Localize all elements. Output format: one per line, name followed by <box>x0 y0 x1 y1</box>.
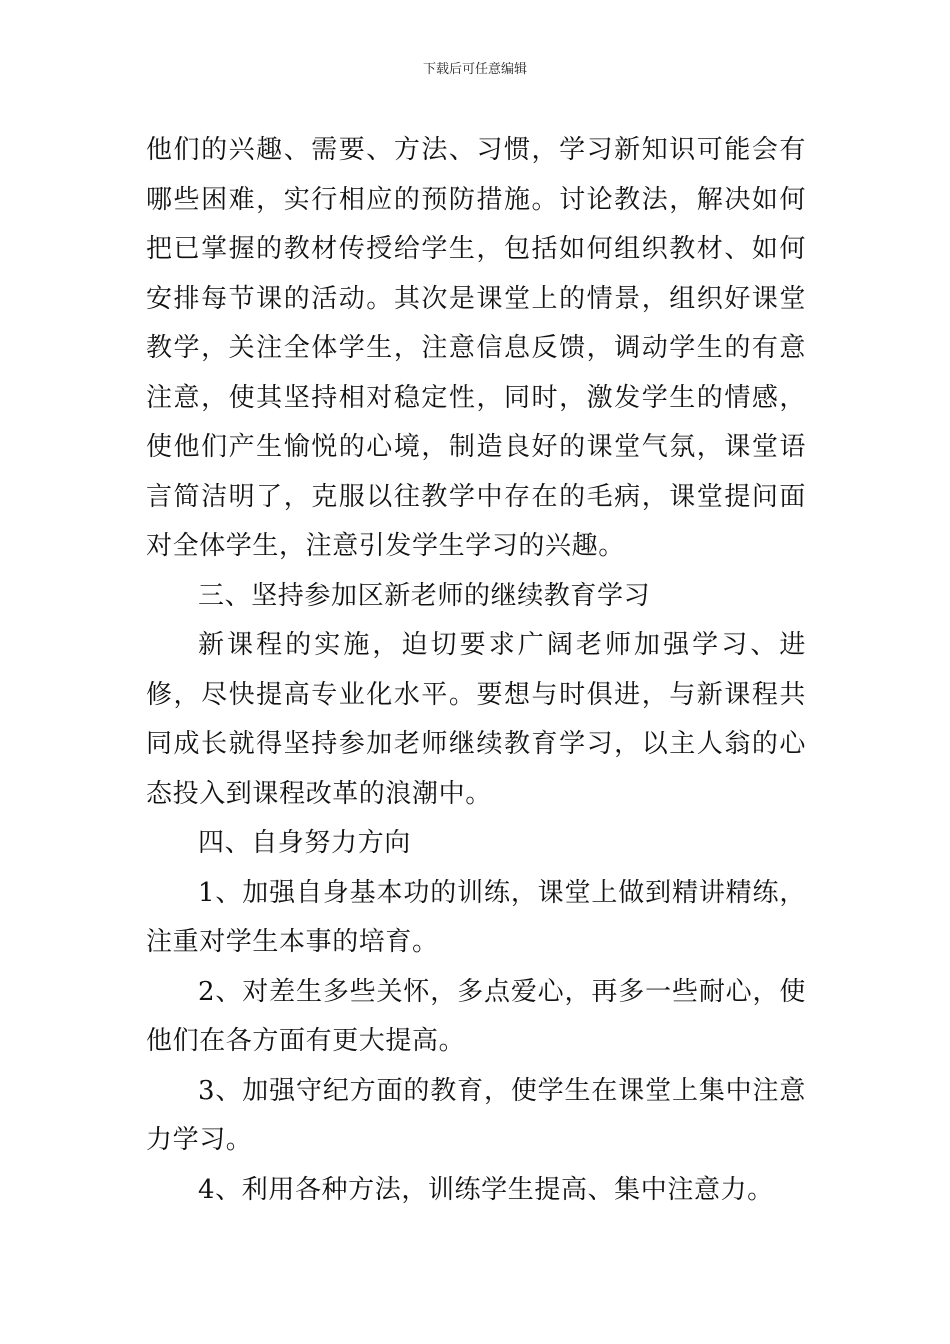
list-item: 1、加强自身基本功的训练，课堂上做到精讲精练，注重对学生本事的培育。 <box>146 877 806 957</box>
section-heading-four: 四、自身努力方向 <box>198 828 411 858</box>
page-header: 下载后可任意编辑 <box>422 62 527 77</box>
paragraph: 新课程的实施，迫切要求广阔老师加强学习、进修，尽快提高专业化水平。要想与时俱进，与新课程共同成长就得坚持参加老师继续教育学习，以主人翁的心态投入到课程改革的浪潮中。 <box>146 630 806 809</box>
document-body <box>146 126 806 1215</box>
list-item: 2、对差生多些关怀，多点爱心，再多一些耐心，使他们在各方面有更大提高。 <box>146 976 806 1056</box>
list-item: 4、利用各种方法，训练学生提高、集中注意力。 <box>198 1174 774 1205</box>
paragraph-continuation: 他们的兴趣、需要、方法、习惯，学习新知识可能会有哪些困难，实行相应的预防措施。讨论教法，解决如何把已掌握的教材传授给学生，包括如何组织教材、如何安排每节课的活动。其次是课堂上的情景，组织好课堂教学，关注全体学生，注意信息反馈，调动学生的有意注意，使其坚持相对稳定性，同时，激发学生的情感，使他们产生愉悦的心境，制造良好的课堂气氛，课堂语言简洁明了，克服以往教学中存在的毛病，课堂提问面对全体学生，注意引发学生学习的兴趣。 <box>146 135 806 561</box>
section-heading-three: 三、坚持参加区新老师的继续教育学习 <box>198 580 651 611</box>
list-item: 3、加强守纪方面的教育，使学生在课堂上集中注意力学习。 <box>146 1075 806 1155</box>
